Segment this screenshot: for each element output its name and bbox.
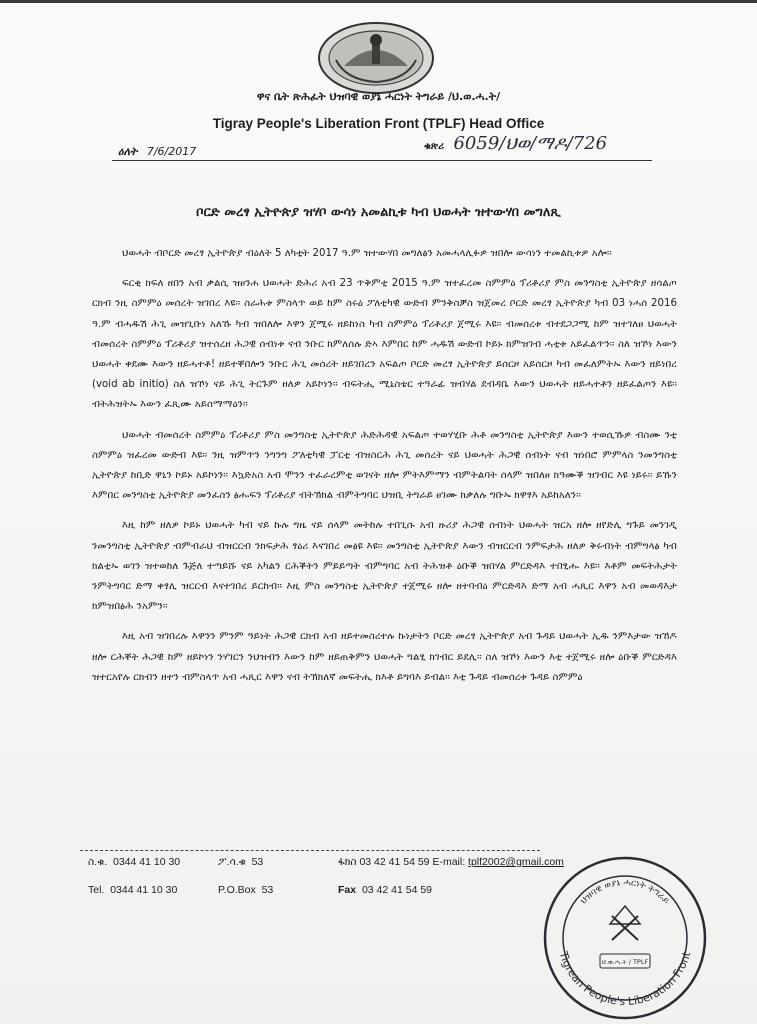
reference-number: 6059/ህወ/ማዶ/726 [453,133,608,154]
fax-number-en: 03 42 41 54 59 [361,884,433,896]
stamp-outer-text: Tigrean People's Liberation Front [556,950,694,1009]
pobox-label-en: P.O.Box [218,884,256,896]
reference-label: ቁጽሪ [424,141,444,152]
pobox-number-en: 53 [261,884,274,896]
pobox-label: ፖ.ሳ.ቁ [218,856,246,868]
email-link[interactable]: tplf2002@gmail.com [468,856,564,868]
date-value: 7/6/2017 [146,145,197,158]
body-paragraph: እዚ ከም ዘለዎ ኮይኑ ህወሓት ካብ ናይ ኩሉ ግዜ ናይ ሰላም መትከሉ ተበጊሱ አብ ዙሪያ ሕጋዊ ሰብነት ህወሓት ዝርአ ዘሎ ዘየድሊ ግጉይ መንገዲ ንመንግስቲ ኢትዮጵያ ብምብራህ ብዝርርብ ንክፍታሕ ፃዕሪ እናገበረ መፅዩ እዩ፡፡ መንግስቲ ኢትዮጵያ እውን ብዝርርብ ንምፍታሕ ዘለዎ ቅሩብነት ብምግላፅ ካብ ክልቲኡ ወገን ዝተወከለ ጉጅለ ተጣይሹ ናይ አካልን ርሕቕትን ምይይጣት ብምግባር አብ ትሕዝቶ ዕቡቕ ዝበሃል ምርድዳእ ተበፂሑ እዩ፡፡ እቶም መፍትሕታት ንምትግባር ድማ ቀፃሊ ዝርርብ እናተገበረ ይርከብ፡፡ እዚ ምስ መንግስቲ ኢትዮጵያ ተጀሚሩ ዘሎ ዘተባብዕ ምርድዳእ ድማ አብ ሓጺር እዋን አብ መወዳእታ ክምዝበፅሕ ንአምን፡፡ [92,520,677,613]
reference-field [424,133,607,154]
header-divider [112,160,652,161]
fax-label: ፋክስ [338,856,357,868]
pobox-number: 53 [251,856,264,868]
fax-number: 03 42 41 54 59 [359,856,430,868]
body-paragraph: ፍርቂ ክፍለ ዘበን አብ ቃልሲ ዝፀንሐ ህወሓት ድሕሪ አብ 23 ጥቅምቲ 2015 ዓ.ም ዝተፈረመ ስምምዕ ፕሪቶሪያ ምስ መንግስቲ ኢትዮጵያ ዘሳልጦ ርክብ ንዚ ስምምዕ መሰረት ዝገበረ እዩ፡፡ ስራሕቱ ምስላጥ ወይ ከም ስሩዕ ፖለቲካዊ ውድብ ምንቅስቓስ ዝጀመረ ቦርድ መረፃ ኢትዮጵያ ካብ 03 ነሓሰ 2016 ዓ.ም ብሓዱሽ ሕጊ መዝጊቡነ አለኹ ካብ ዝበለሎ እዋን ጀሚሩ ዘይከነስ ካብ ስምምዕ ፕሪቶሪያ ጀሚሩ እዩ፡፡ ብመሰረቱ ብተደጋጋሚ ከም ዝተገለፀ ህወሓት ብመሰረት ስምምዕ ፕሪቶሪያ ዝተሰረዘ ሕጋዊ ሰብነቱ ናብ ንቡር ክምለሰሉ ድኣ እምበር ከም ሓዱሽ ውድብ ኮይኑ ክምዝገብ ሓቲቱ አይፈልጥን፡፡ ስለ ዝኾነ እውን ህወሓት ቀደሙ እውን ዘይሓተቶ! ዘይተቐበሎን ንቡር ሕጊ መሰረት ዘይገበረን አፍልጦ ቦርድ መረፃ ኢትዮጵያ ይሰርዞ አይሰርዞ ካብ መፈለምትኡ እውን ዘይነበረ (void ab initio) ስለ ዝኾነ ናይ ሕጊ ትርጉም ዘለዎ አይኮነን፡፡ ብፍትሒ ሚኒስቴር ተዓራፊ ዝብሃል ደብዳቤ እውን ህወሓት ዘይሓተቶን ዘይፈልጦን እዩ፡፡ ብትሕዝትኡ እውን ፈጺሙ አይሰማማዕን፡፡ [92,278,677,411]
tel-number: 0344 41 10 30 [110,884,178,896]
footer-english-row [88,884,508,896]
phone-number: 0344 41 10 30 [112,856,181,868]
body-paragraph: ህወሓት ብመሰረት ስምምዕ ፕሪቶሪያ ምስ መንግስቲ ኢትዮጵያ ሕድሕዳዊ አፍልጦ ተወሃሂቡ ሕቶ መንግስቲ ኢትዮጵያ እውን ተወሲኹዎ ብስሙ ንቲ ስምምዕ ዝፈረመ ውድብ እዩ፡፡ ንዚ ዝምጥን ንግንግ ፖለቲካዊ ፓርቲ ብዝስርሕ ሕጊ መሰረት ናይ ህወሓት ሕጋዊ ሰብነት ናብ ዝነበሮ ምምላስ ንመንግስቲ ኢትዮጵያ ከቢድ ዋኒን ኮይኑ አይኮነን፡፡ እኳድአስ አብ ሞንን ተፈራረምቲ ወገናት ዘሎ ምትእምማን ብምትልባት ሰላም ዝበለፀ ክዓሙቕ ዝገብር እዩ ነይሩ፡፡ ይኹን እምበር መንግስቲ ኢትዮጵያ መንፈስን ፅሑፍን ፕሪቶሪያ ብትኽክል ብምትግባር ህዝቢ ትግራይ ፀገሙ ክቃለሉ ግቡኡ ክዋፃእ አይከአለን፡፡ [92,429,677,502]
org-name-amharic: ዋና ቤት ጽሕፈት ህዝባዊ ወያኔ ሓርነት ትግራይ /ህ.ወ.ሓ.ት/ [256,90,501,103]
footer-amharic-row [88,856,564,869]
official-stamp [540,854,710,1022]
date-field [118,145,196,159]
date-label: ዕለት [118,145,138,158]
fax-label-en: Fax [338,884,357,896]
body-paragraph: ህወሓት ብቦርድ መረፃ ኢትዮጵያ ብዕለት 5 ለካቲት 2017 ዓ.ም ዝተውሃበ መግለፅን አመሓላሊፉዎ ዝበሎ ውሳነን ተመልኪቱዎ አሎ፡፡ [122,248,612,259]
letter-body [92,244,677,688]
tel-label: Tel. [88,884,105,896]
body-paragraph: እዚ አብ ዝገበረሉ እዋንን ምንም ዓይነት ሕጋዊ ርክብ አብ ዘይተመስረተሉ ኩነታትን ቦርድ መረፃ ኢትዮጵያ አብ ጉዳይ ህወሓት ኢዱ ንምእታው ዝኸዶ ዘሎ ርሕቐት ሕጋዊ ከም ዘይኮነን ንሃገርን ንህዝብን እውን ከም ዘይጠቅምን ህወሓት ግልፂ ክገብር ይደሊ፡፡ ስለ ዝኾነ እውን እቲ ተጀሚሩ ዘሎ ዕቡቕ ምርድዳእ ዝተርአየሉ ርክብን ዘተን ብምስላጥ አብ ሓጺር እዋን ናብ ትኽክለኛ መፍትሒ ክእቶ ይግባእ ይብል፡፡ እቲ ጉዳይ ብመሰረቱ ጉዳይ ስምምዕ [92,631,677,683]
phone-label: ስ.ቁ. [88,856,108,868]
stamp-top-text: ህዝባዊ ወያኔ ሓርነት ትግራይ [578,877,672,907]
stamp-inner-text: ህ.ወ.ሓ.ት / TPLF [601,958,649,966]
email-label: E-mail: [432,856,466,868]
org-name-english: Tigray People's Liberation Front (TPLF) Head Office [212,116,545,131]
top-border-line [0,0,757,3]
letter-title: ቦርድ መረፃ ኢትዮጵያ ዝሃቦ ውሳነ አመልኪቱ ካብ ህወሓት ዝተውሃበ መግለጺ [196,205,561,220]
tplf-emblem-logo [316,20,436,96]
footer-divider [80,850,540,851]
